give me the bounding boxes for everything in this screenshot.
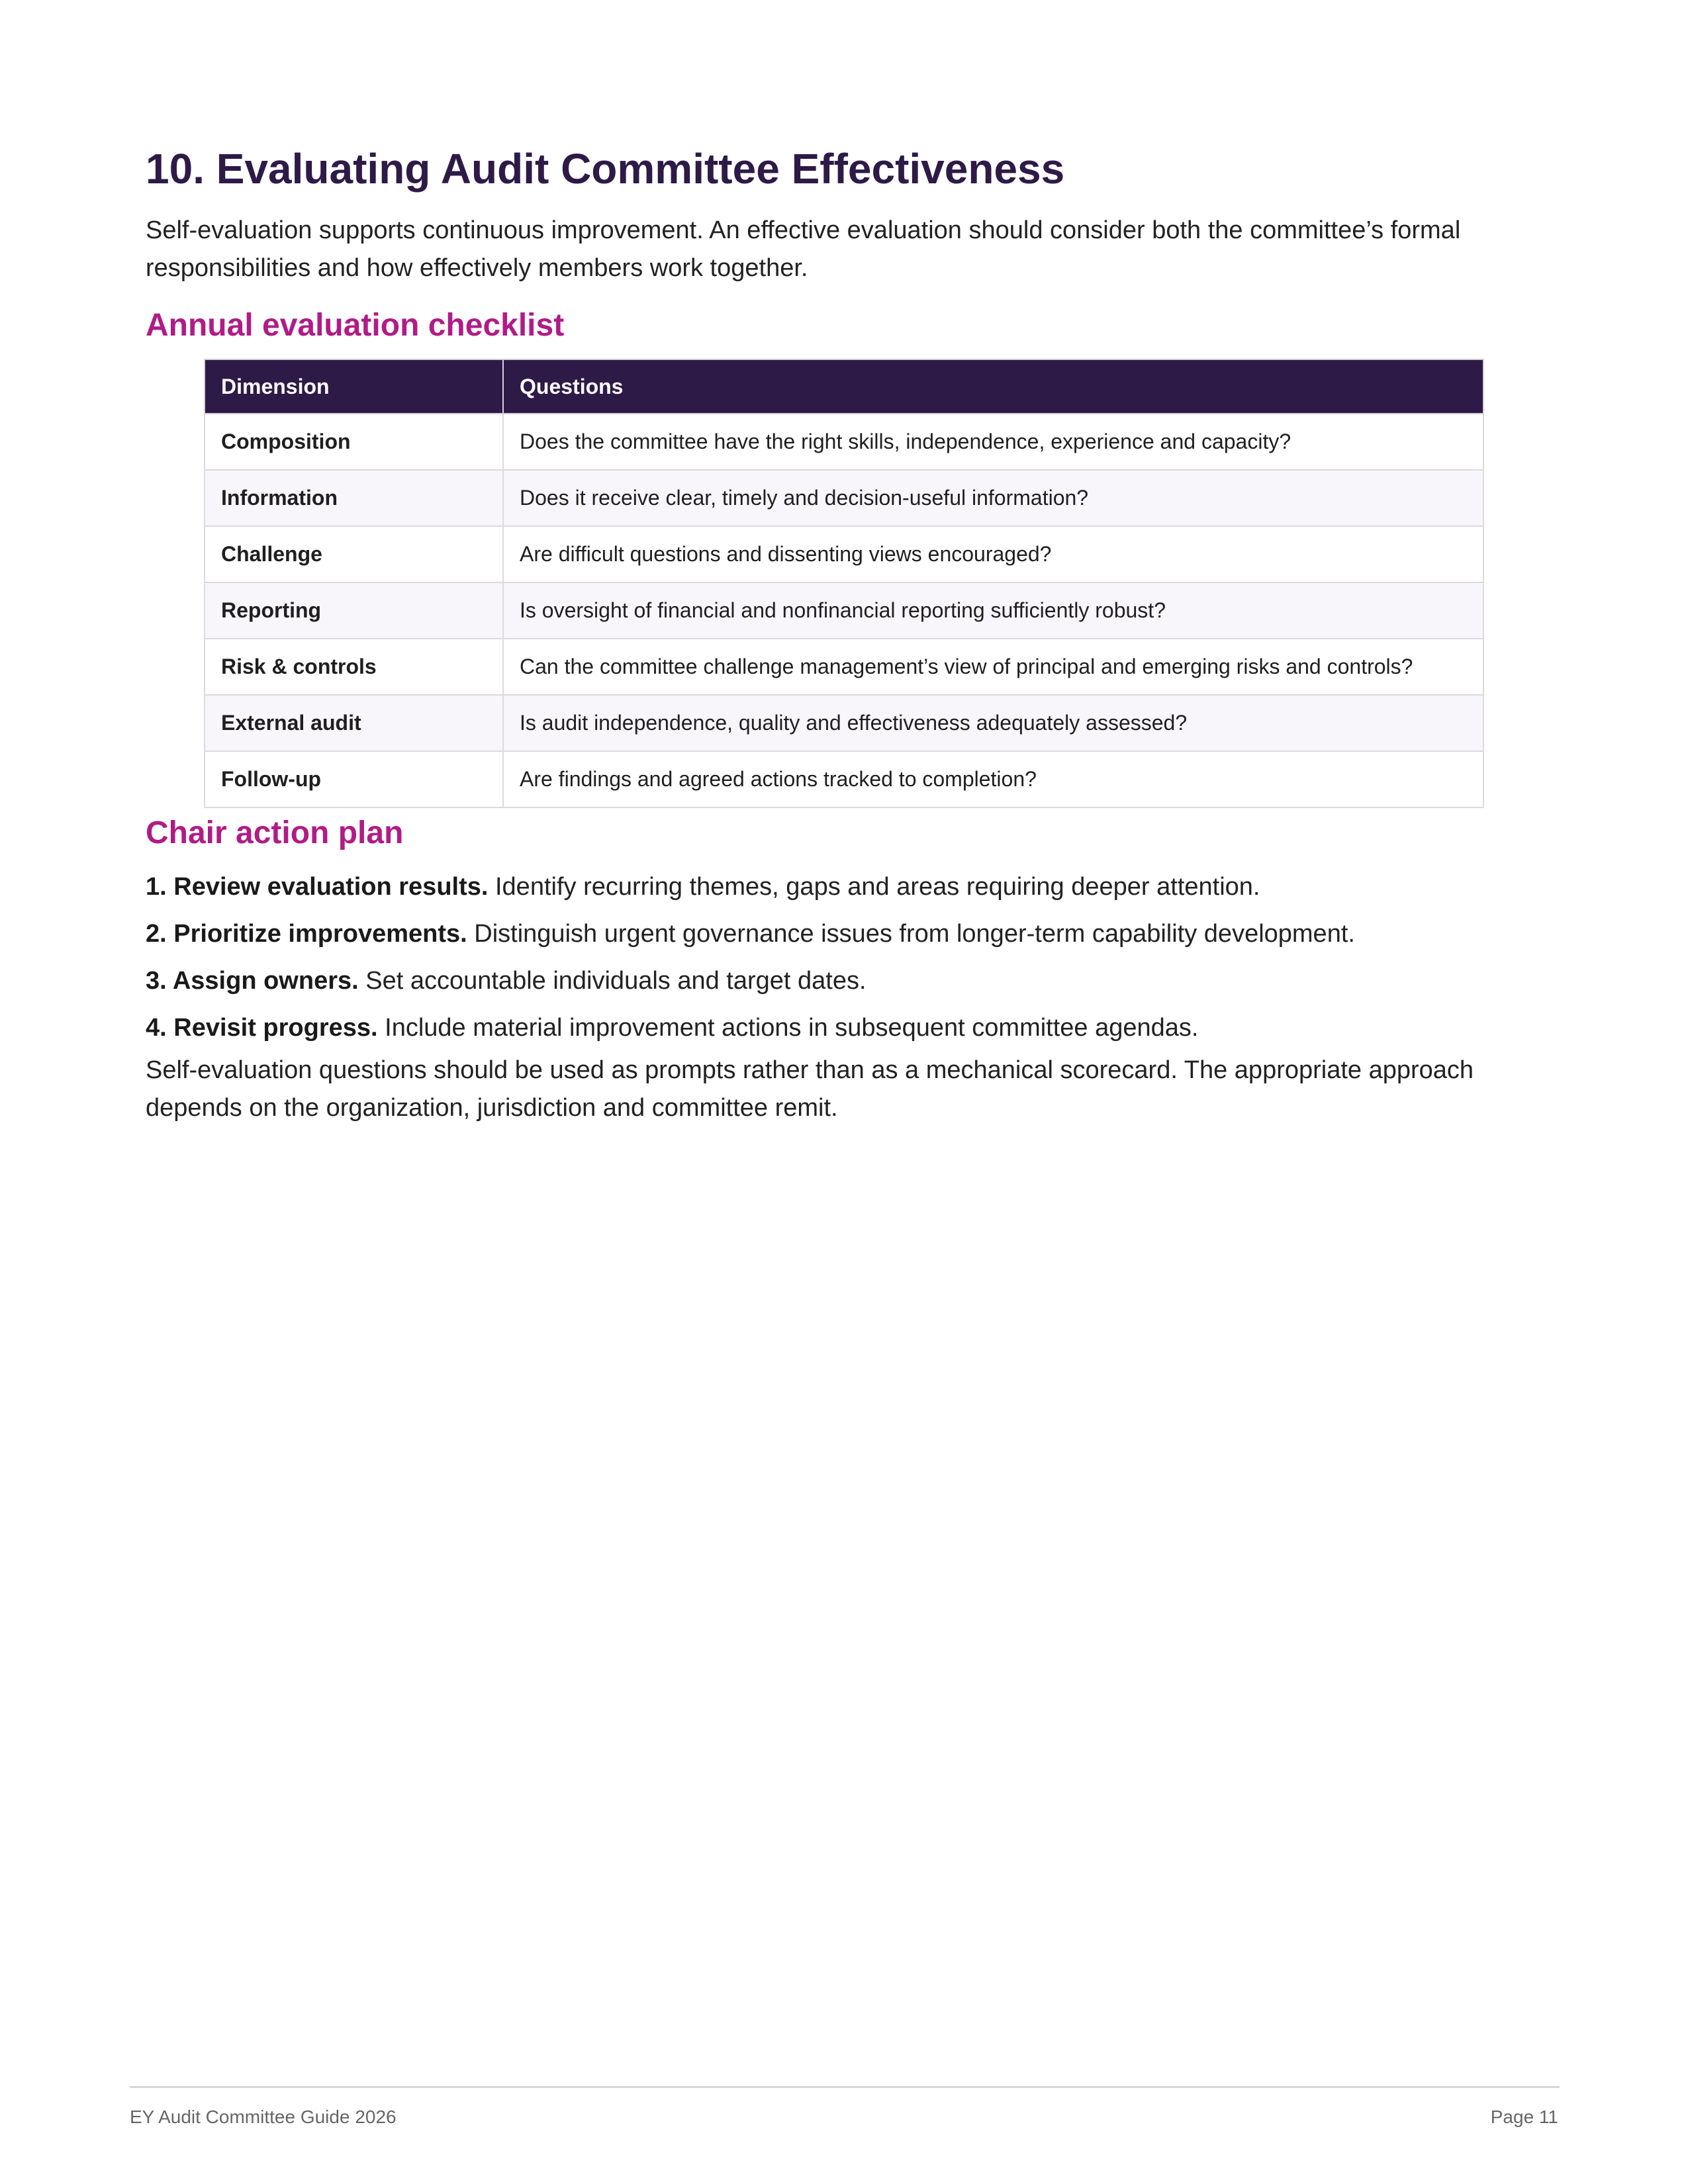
action-plan-item-lead: 2. Prioritize improvements. xyxy=(146,920,467,948)
page-title: 10. Evaluating Audit Committee Effectiveness xyxy=(146,145,1065,193)
dimension-cell: Follow-up xyxy=(205,751,503,807)
question-cell: Does it receive clear, timely and decision-useful information? xyxy=(503,470,1483,526)
action-plan-item-text: Include material improvement actions in subsequent committee agendas. xyxy=(377,1014,1199,1042)
page-content xyxy=(146,139,1542,1127)
question-cell: Are findings and agreed actions tracked to completion? xyxy=(503,751,1483,807)
question-cell: Can the committee challenge management’s view of principal and emerging risks and controls? xyxy=(503,639,1483,695)
dimension-cell: Challenge xyxy=(205,526,503,582)
table-row xyxy=(205,582,1483,639)
action-plan-item-lead: 3. Assign owners. xyxy=(146,967,359,995)
intro-paragraph: Self-evaluation supports continuous improvement. An effective evaluation should consider both the committee’s formal responsibilities and how effectively members work together. xyxy=(146,216,1461,282)
action-plan-item-text: Identify recurring themes, gaps and areas requiring deeper attention. xyxy=(488,873,1260,901)
table-row xyxy=(205,751,1483,807)
column-header-questions: Questions xyxy=(503,359,1483,414)
action-plan-item-text: Set accountable individuals and target dates. xyxy=(358,967,867,995)
column-header-dimension: Dimension xyxy=(205,359,503,414)
question-cell: Is audit independence, quality and effectiveness adequately assessed? xyxy=(503,695,1483,751)
question-cell: Is oversight of financial and nonfinancial reporting sufficiently robust? xyxy=(503,582,1483,639)
dimension-cell: Reporting xyxy=(205,582,503,639)
action-plan-item xyxy=(146,911,1542,958)
action-plan-item xyxy=(146,958,1542,1005)
dimension-cell: Risk & controls xyxy=(205,639,503,695)
table-row xyxy=(205,414,1483,470)
footer-divider xyxy=(130,2086,1560,2088)
action-plan-heading: Chair action plan xyxy=(146,815,404,850)
dimension-cell: External audit xyxy=(205,695,503,751)
action-plan-item xyxy=(146,1005,1542,1052)
footer-page-number: Page 11 xyxy=(1490,2107,1558,2127)
checklist-heading: Annual evaluation checklist xyxy=(146,308,565,343)
dimension-cell: Information xyxy=(205,470,503,526)
action-plan-item-lead: 4. Revisit progress. xyxy=(146,1014,378,1042)
table-row xyxy=(205,526,1483,582)
question-cell: Are difficult questions and dissenting views encouraged? xyxy=(503,526,1483,582)
evaluation-checklist-table xyxy=(204,359,1484,808)
question-cell: Does the committee have the right skills, independence, experience and capacity? xyxy=(503,414,1483,470)
table-row xyxy=(205,470,1483,526)
closing-paragraph: Self-evaluation questions should be used as prompts rather than as a mechanical scorecard. The appropriate approach depends on the organization, jurisdiction and committee remit. xyxy=(146,1056,1474,1122)
table-row xyxy=(205,695,1483,751)
action-plan-item-lead: 1. Review evaluation results. xyxy=(146,873,489,901)
table-header-row xyxy=(205,359,1483,414)
dimension-cell: Composition xyxy=(205,414,503,470)
table-row xyxy=(205,639,1483,695)
footer-document-title: EY Audit Committee Guide 2026 xyxy=(130,2107,397,2127)
action-plan-item-text: Distinguish urgent governance issues from longer-term capability development. xyxy=(467,920,1355,948)
action-plan-item xyxy=(146,864,1542,911)
